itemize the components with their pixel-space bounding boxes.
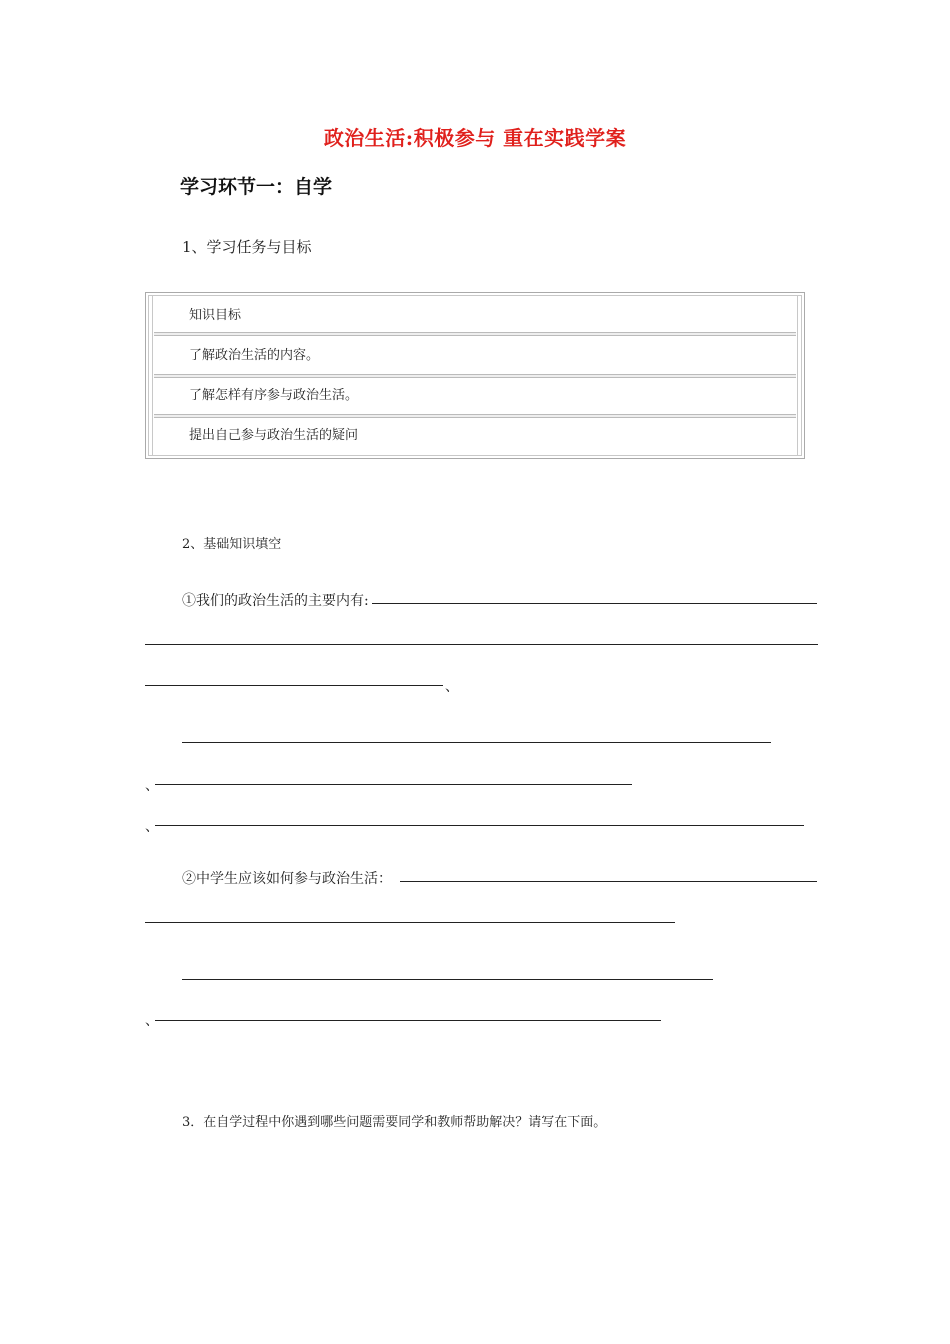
table-border-left [152,296,153,455]
table-cell: 了解政治生活的内容。 [189,348,320,363]
answer-line[interactable] [155,825,804,826]
table-header-row [154,302,796,332]
separator-mark: 、 [145,1013,159,1029]
table-row [154,422,796,452]
goals-table [145,292,805,459]
answer-line[interactable] [182,742,771,743]
question-3-label: 3．在自学过程中你遇到哪些问题需要同学和教师帮助解决？请写在下面。 [182,1115,607,1130]
fill-in-label: 2、基础知识填空 [182,537,282,552]
table-cell: 了解怎样有序参与政治生活。 [189,388,359,403]
row-divider [154,374,796,378]
section-heading: 学习环节一：自学 [180,176,333,198]
question-2-label: ②中学生应该如何参与政治生活： [182,871,392,887]
table-header-cell: 知识目标 [189,308,242,323]
answer-line[interactable] [145,644,818,645]
separator-mark: 、 [445,679,459,695]
task-label: 1、学习任务与目标 [182,238,312,256]
table-border-right [797,296,798,455]
answer-line[interactable] [155,784,632,785]
answer-line[interactable] [155,1020,661,1021]
question-1-label: ①我们的政治生活的主要内有: [182,593,369,609]
page-title: 政治生活:积极参与 重在实践学案 [323,126,627,150]
answer-line[interactable] [145,685,443,686]
table-cell: 提出自己参与政治生活的疑问 [189,428,359,443]
table-row [154,342,796,372]
separator-mark: 、 [145,778,159,794]
table-row [154,382,796,412]
answer-line[interactable] [372,603,817,604]
row-divider [154,414,796,418]
answer-line[interactable] [145,922,675,923]
answer-line[interactable] [400,881,817,882]
row-divider [154,332,796,336]
answer-line[interactable] [182,979,713,980]
separator-mark: 、 [145,819,159,835]
